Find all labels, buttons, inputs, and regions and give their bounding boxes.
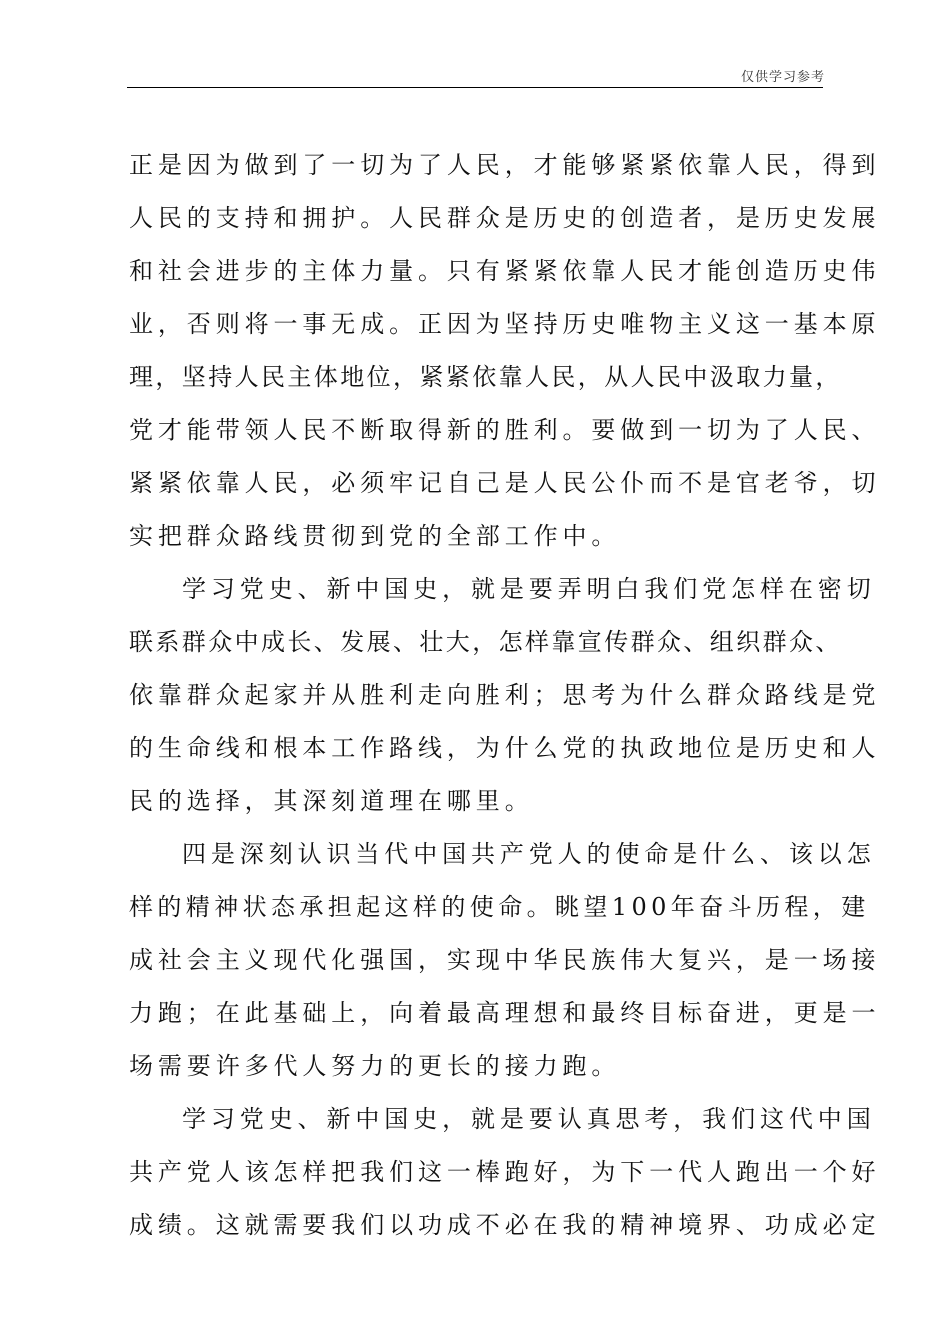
- header-note: 仅供学习参考: [740, 70, 825, 85]
- text-line: 成绩。这就需要我们以功成不必在我的精神境界、功成必定: [129, 1211, 881, 1239]
- text-line: 业，否则将一事无成。正因为坚持历史唯物主义这一基本原: [129, 310, 881, 338]
- header-rule: [127, 87, 823, 88]
- text-line: 四是深刻认识当代中国共产党人的使命是什么、该以怎: [182, 840, 876, 868]
- text-line: 和社会进步的主体力量。只有紧紧依靠人民才能创造历史伟: [129, 257, 881, 285]
- paragraph-4: [129, 1093, 881, 1252]
- text-line: 的生命线和根本工作路线，为什么党的执政地位是历史和人: [129, 734, 881, 762]
- text-line: 实把群众路线贯彻到党的全部工作中。: [129, 522, 621, 550]
- text-line: 学习党史、新中国史，就是要认真思考，我们这代中国: [182, 1105, 876, 1133]
- text-line: 共产党人该怎样把我们这一棒跑好，为下一代人跑出一个好: [129, 1158, 881, 1186]
- text-line: 人民的支持和拥护。人民群众是历史的创造者，是历史发展: [129, 204, 881, 232]
- paragraph-1: [129, 139, 881, 563]
- paragraph-2: [129, 563, 881, 828]
- text-line: 民的选择，其深刻道理在哪里。: [129, 787, 534, 815]
- text-line: 场需要许多代人努力的更长的接力跑。: [129, 1052, 621, 1080]
- text-line: 联系群众中成长、发展、壮大，怎样靠宣传群众、组织群众、: [129, 628, 842, 656]
- text-line: 成社会主义现代化强国，实现中华民族伟大复兴，是一场接: [129, 946, 881, 974]
- text-line: 正是因为做到了一切为了人民，才能够紧紧依靠人民，得到: [129, 151, 881, 179]
- text-line: 理，坚持人民主体地位，紧紧依靠人民，从人民中汲取力量，: [129, 363, 842, 391]
- text-line: 紧紧依靠人民，必须牢记自己是人民公仆而不是官老爷，切: [129, 469, 881, 497]
- body-text: [129, 139, 881, 1252]
- text-line: 学习党史、新中国史，就是要弄明白我们党怎样在密切: [182, 575, 876, 603]
- text-line: 依靠群众起家并从胜利走向胜利；思考为什么群众路线是党: [129, 681, 881, 709]
- text-line: 力跑；在此基础上，向着最高理想和最终目标奋进，更是一: [129, 999, 881, 1027]
- text-line: 样的精神状态承担起这样的使命。眺望100年奋斗历程，建: [129, 893, 870, 921]
- text-line: 党才能带领人民不断取得新的胜利。要做到一切为了人民、: [129, 416, 881, 444]
- paragraph-3: [129, 828, 881, 1093]
